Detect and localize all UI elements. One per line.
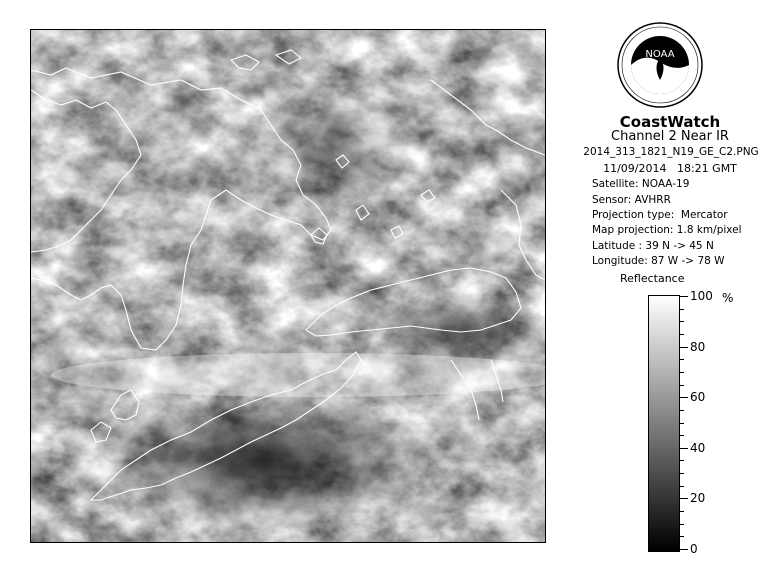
channel-label: Channel 2 Near IR: [611, 129, 729, 144]
image-filename: 2014_313_1821_N19_GE_C2.PNG: [583, 146, 759, 158]
colorbar-minor-tick: [679, 359, 684, 360]
colorbar-tick-label: 0: [690, 542, 698, 556]
colorbar-title: Reflectance: [620, 272, 685, 285]
latitude-range-label: Latitude : 39 N -> 45 N: [592, 240, 714, 252]
colorbar-minor-tick: [679, 334, 684, 335]
longitude-range-label: Longitude: 87 W -> 78 W: [592, 255, 725, 267]
noaa-logo: [617, 22, 703, 108]
colorbar-minor-tick: [679, 460, 684, 461]
colorbar-tick-label: 100: [690, 289, 713, 303]
colorbar-major-tick: [679, 498, 688, 499]
colorbar-minor-tick: [679, 536, 684, 537]
colorbar-major-tick: [679, 296, 688, 297]
brand-title: CoastWatch: [619, 113, 721, 131]
cloud-imagery: [31, 30, 545, 542]
map-projection-label: Map projection: 1.8 km/pixel: [592, 224, 742, 236]
acquisition-datetime: 11/09/2014 18:21 GMT: [603, 162, 737, 175]
sensor-label: Sensor: AVHRR: [592, 194, 671, 206]
colorbar-tick-label: 80: [690, 340, 706, 354]
colorbar-minor-tick: [679, 486, 684, 487]
colorbar-minor-tick: [679, 372, 684, 373]
colorbar-minor-tick: [679, 473, 684, 474]
colorbar-minor-tick: [679, 423, 684, 424]
colorbar-minor-tick: [679, 385, 684, 386]
satellite-label: Satellite: NOAA-19: [592, 178, 690, 190]
colorbar-tick-label: 40: [690, 441, 706, 455]
colorbar-minor-tick: [679, 309, 684, 310]
colorbar-minor-tick: [679, 410, 684, 411]
colorbar-minor-tick: [679, 524, 684, 525]
reflectance-colorbar: [648, 295, 680, 552]
colorbar-minor-tick: [679, 321, 684, 322]
colorbar-unit: %: [722, 291, 734, 305]
satellite-image: [30, 29, 546, 543]
projection-type-label: Projection type: Mercator: [592, 209, 728, 221]
colorbar-major-tick: [679, 347, 688, 348]
colorbar-tick-label: 20: [690, 491, 706, 505]
colorbar-major-tick: [679, 549, 688, 550]
colorbar-minor-tick: [679, 435, 684, 436]
colorbar-tick-label: 60: [690, 390, 706, 404]
colorbar-major-tick: [679, 397, 688, 398]
colorbar-minor-tick: [679, 511, 684, 512]
colorbar-major-tick: [679, 448, 688, 449]
logo-center-text: NOAA: [645, 49, 675, 60]
